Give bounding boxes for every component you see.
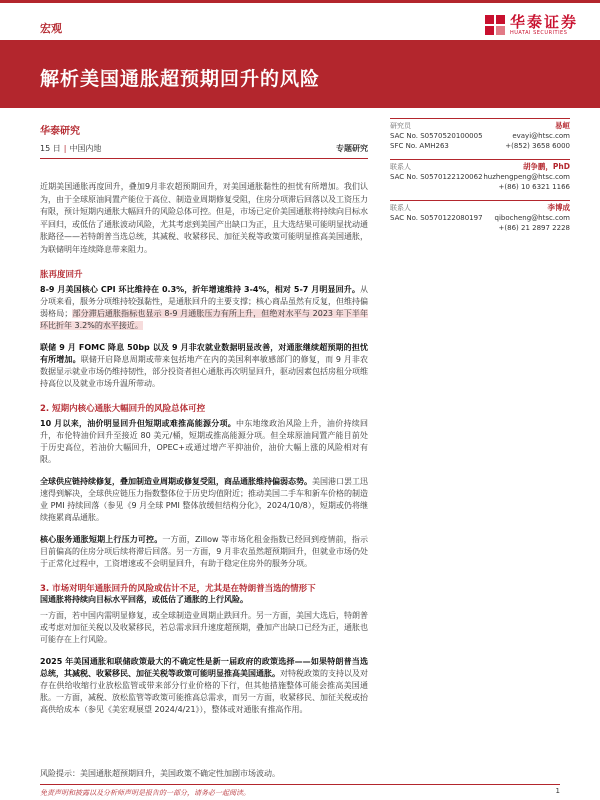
footer-disclaimer: 免责声明和披露以及分析师声明是报告的一部分，请务必一起阅读。	[40, 789, 250, 797]
analyst-column	[390, 118, 570, 241]
top-accent-line	[0, 0, 600, 3]
analyst-card: 联系人 胡争鹏，PhD SAC No. S0570122120062 huzhengpeng@htsc.com +(86) 10 6321 1166	[390, 159, 570, 192]
paragraph: 8-9 月美国核心 CPI 环比维持在 0.3%，折年增速维持 3-4%，相对 5-7 月明显回升。从分项来看，服务分项维持较强黏性，是通胀回升的主要支撑；核心商品虽然有反复，但维持偏弱格局；部分滞后通胀指标也显示 8-9 月通胀压力有所上升，但绝对水平与 2023 年下半年环比折年 3.2%的水平接近。	[40, 285, 368, 330]
paragraph: 核心服务通胀短期上行压力可控。一方面，Zillow 等市场化租金指数已经回到疫情前，指示目前偏高的住房分项后续将滞后回落。另一方面，9 月非农虽然超预期回升，但就业市场仍处于正常化过程中，工资增速或不会明显回升，有助于稳定住房外的服务分项。	[40, 535, 368, 568]
paragraph: 2025 年美国通胀和联储政策最大的不确定性是新一届政府的政策选择——如果特朗普当选总统，其减税、收紧移民、加征关税等政策可能明显推高美国通胀。对特税政策的支持以及对存在供给收缩行业放松监管或带来部分行业价格的下行，但其他措施整体可能会推高美国通胀。一方面，减税、放松监管等政策可能推高总需求，而另一方面，收紧移民、加征关税或抬高供给成本（参见《美宏观展望 2024/4/21》），整体或对通胀有推高作用。	[40, 657, 368, 714]
report-title: 解析美国通胀超预期回升的风险	[40, 68, 321, 90]
footer-divider	[40, 784, 560, 785]
org-name: 华泰研究	[40, 126, 80, 137]
summary: 近期美国通胀再度回升，叠加9月非农超预期回升，对美国通胀黏性的担忧有所增加。我们认为，由于全球原油间置产能位于高位、制造业周期修复受阻，住房分项滞后回落以及工资压力有限，预计短期内通胀大幅回升的风险总体可控。但是，市场已定价美国通胀将持续向目标水平回归，或低估了通胀波动风险，尤其考虑到美国产出缺口为正，且大选结果可能明显扰动通胀路径——若特朗普当选总统，其减税、收紧移民、加征关税等政策可能明显推高美国通胀，为联储明年连续降息带来阻力。	[40, 182, 368, 254]
logo-name: 华泰证券	[509, 13, 578, 31]
analyst-card: 研究员 易峘 SAC No. S0570520100005 evayi@htsc.com SFC No. AMH263 +(852) 3658 6000	[390, 118, 570, 151]
report-date: 15 日	[40, 144, 61, 153]
report-type: 专题研究	[336, 144, 368, 153]
region: 中国内地	[69, 144, 102, 153]
section-heading: 3. 市场对明年通胀回升的风险或估计不足，尤其是在特朗普当选的情形下	[40, 584, 316, 594]
section-heading: 2. 短期内核心通胀大幅回升的风险总体可控	[40, 404, 206, 414]
section-heading: 胀再度回升	[40, 270, 83, 280]
page-number: 1	[555, 787, 560, 795]
section-tag: 宏观	[40, 22, 62, 35]
risk-note: 风险提示：美国通胀超预期回升，美国政策不确定性加剧市场波动。	[40, 769, 280, 778]
section-heading-cont: 国通胀将持续向目标水平回落，或低估了通胀的上行风险。	[40, 595, 248, 604]
logo-icon	[485, 15, 505, 35]
logo	[485, 14, 578, 36]
paragraph: 一方面，若中国内需明显修复，或全球制造业周期止跌回升。另一方面，美国大选后，特朗普或考虑对加征关税以及收紧移民，若总需求回升速度超预期，叠加产出缺口已经为正，通胀也可能存在上行风险。	[40, 611, 368, 644]
paragraph: 联储 9 月 FOMC 降息 50bp 以及 9 月非农就业数据明显改善，对通胀继续超预期的担忧有所增加。联储开启降息周期或带来包括地产在内的美国利率敏感部门的修复，而 9 月非农数据显示就业市场仍维持韧性，部分投资者担心通胀再次明显回升，驱动因素包括房租分项维持高位以及就业市场升温所带动。	[40, 343, 368, 388]
meta-row: 15 日 | 中国内地 专题研究	[40, 143, 368, 159]
logo-name-en: HUATAI SECURITIES	[509, 30, 568, 36]
paragraph: 10 月以来，油价明显回升但短期或难推高能源分项。中东地缘政治风险上升，油价持续回升，布伦特油价回升至接近 80 美元/桶，短期或推高能源分项。但全球原油间置产能目前处于历史高位，若油价大幅回升，OPEC+或通过增产平抑油价，油价大幅上涨的风险相对有限。	[40, 419, 368, 464]
analyst-card: 联系人 李博成 SAC No. S0570122080197 qibocheng@htsc.com +(86) 21 2897 2228	[390, 200, 570, 233]
paragraph: 全球供应链持续修复，叠加制造业周期或修复受阻，商品通胀维持偏弱态势。美国港口罢工迅速得到解决，全球供应链压力指数整体位于历史均值附近；推动美国二手车和新车价格的制造业 PMI 持续回落（参见《9 月全球 PMI 整体放缓但结构分化》，2024/10/8），短期或仍将继续拖累商品通胀。	[40, 477, 368, 522]
main-column	[40, 118, 368, 716]
